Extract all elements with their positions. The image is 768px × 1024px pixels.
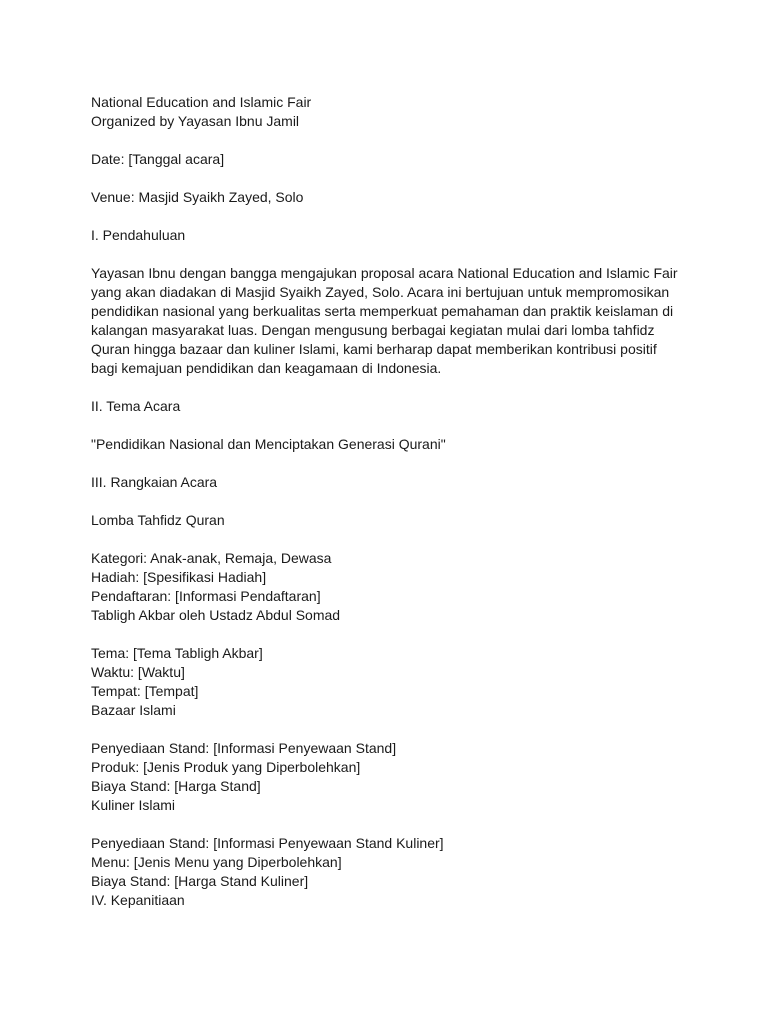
spacer: [91, 169, 691, 188]
detail-tema: Tema: [Tema Tabligh Akbar]: [91, 645, 263, 661]
paragraph-line: yang akan diadakan di Masjid Syaikh Zayed, Solo. Acara ini bertujuan untuk mempromosikan: [91, 284, 670, 300]
spacer: [91, 720, 691, 739]
subsection-title-bazaar: Bazaar Islami: [91, 702, 176, 718]
paragraph-line: Yayasan Ibnu dengan bangga mengajukan proposal acara National Education and Islamic Fair: [91, 265, 678, 281]
section-heading-rangkaian: III. Rangkaian Acara: [91, 474, 218, 490]
spacer: [91, 131, 691, 150]
spacer: [91, 245, 691, 264]
document-organizer: Organized by Yayasan Ibnu Jamil: [91, 113, 300, 129]
spacer: [91, 815, 691, 834]
document-date: Date: [Tanggal acara]: [91, 151, 225, 167]
detail-stand-kuliner: Penyediaan Stand: [Informasi Penyewaan Stand Kuliner]: [91, 835, 444, 851]
section-heading-tema: II. Tema Acara: [91, 398, 181, 414]
theme-quote: "Pendidikan Nasional dan Menciptakan Generasi Qurani": [91, 436, 446, 452]
spacer: [91, 207, 691, 226]
subsection-title-lomba: Lomba Tahfidz Quran: [91, 512, 225, 528]
paragraph-line: kalangan masyarakat luas. Dengan mengusung berbagai kegiatan mulai dari lomba tahfidz: [91, 322, 655, 338]
section-heading-kepanitiaan: IV. Kepanitiaan: [91, 892, 185, 908]
spacer: [91, 492, 691, 511]
detail-biaya-kuliner: Biaya Stand: [Harga Stand Kuliner]: [91, 873, 309, 889]
paragraph-line: pendidikan nasional yang berkualitas serta memperkuat pemahaman dan praktik keislaman di: [91, 303, 674, 319]
detail-produk: Produk: [Jenis Produk yang Diperbolehkan]: [91, 759, 361, 775]
paragraph-line: bagi kemajuan pendidikan dan keagamaan di Indonesia.: [91, 360, 442, 376]
section-heading-pendahuluan: I. Pendahuluan: [91, 227, 186, 243]
detail-hadiah: Hadiah: [Spesifikasi Hadiah]: [91, 569, 267, 585]
document-venue: Venue: Masjid Syaikh Zayed, Solo: [91, 189, 304, 205]
spacer: [91, 530, 691, 549]
detail-tempat: Tempat: [Tempat]: [91, 683, 199, 699]
spacer: [91, 378, 691, 397]
detail-stand: Penyediaan Stand: [Informasi Penyewaan Stand]: [91, 740, 397, 756]
paragraph-line: Quran hingga bazaar dan kuliner Islami, kami berharap dapat memberikan kontribusi positif: [91, 341, 657, 357]
detail-kategori: Kategori: Anak-anak, Remaja, Dewasa: [91, 550, 332, 566]
detail-waktu: Waktu: [Waktu]: [91, 664, 185, 680]
document-title: National Education and Islamic Fair: [91, 94, 312, 110]
spacer: [91, 416, 691, 435]
detail-pendaftaran: Pendaftaran: [Informasi Pendaftaran]: [91, 588, 321, 604]
detail-biaya: Biaya Stand: [Harga Stand]: [91, 778, 261, 794]
spacer: [91, 454, 691, 473]
spacer: [91, 625, 691, 644]
subsection-title-tabligh: Tabligh Akbar oleh Ustadz Abdul Somad: [91, 607, 341, 623]
document-page: [91, 93, 691, 910]
detail-menu: Menu: [Jenis Menu yang Diperbolehkan]: [91, 854, 342, 870]
subsection-title-kuliner: Kuliner Islami: [91, 797, 176, 813]
